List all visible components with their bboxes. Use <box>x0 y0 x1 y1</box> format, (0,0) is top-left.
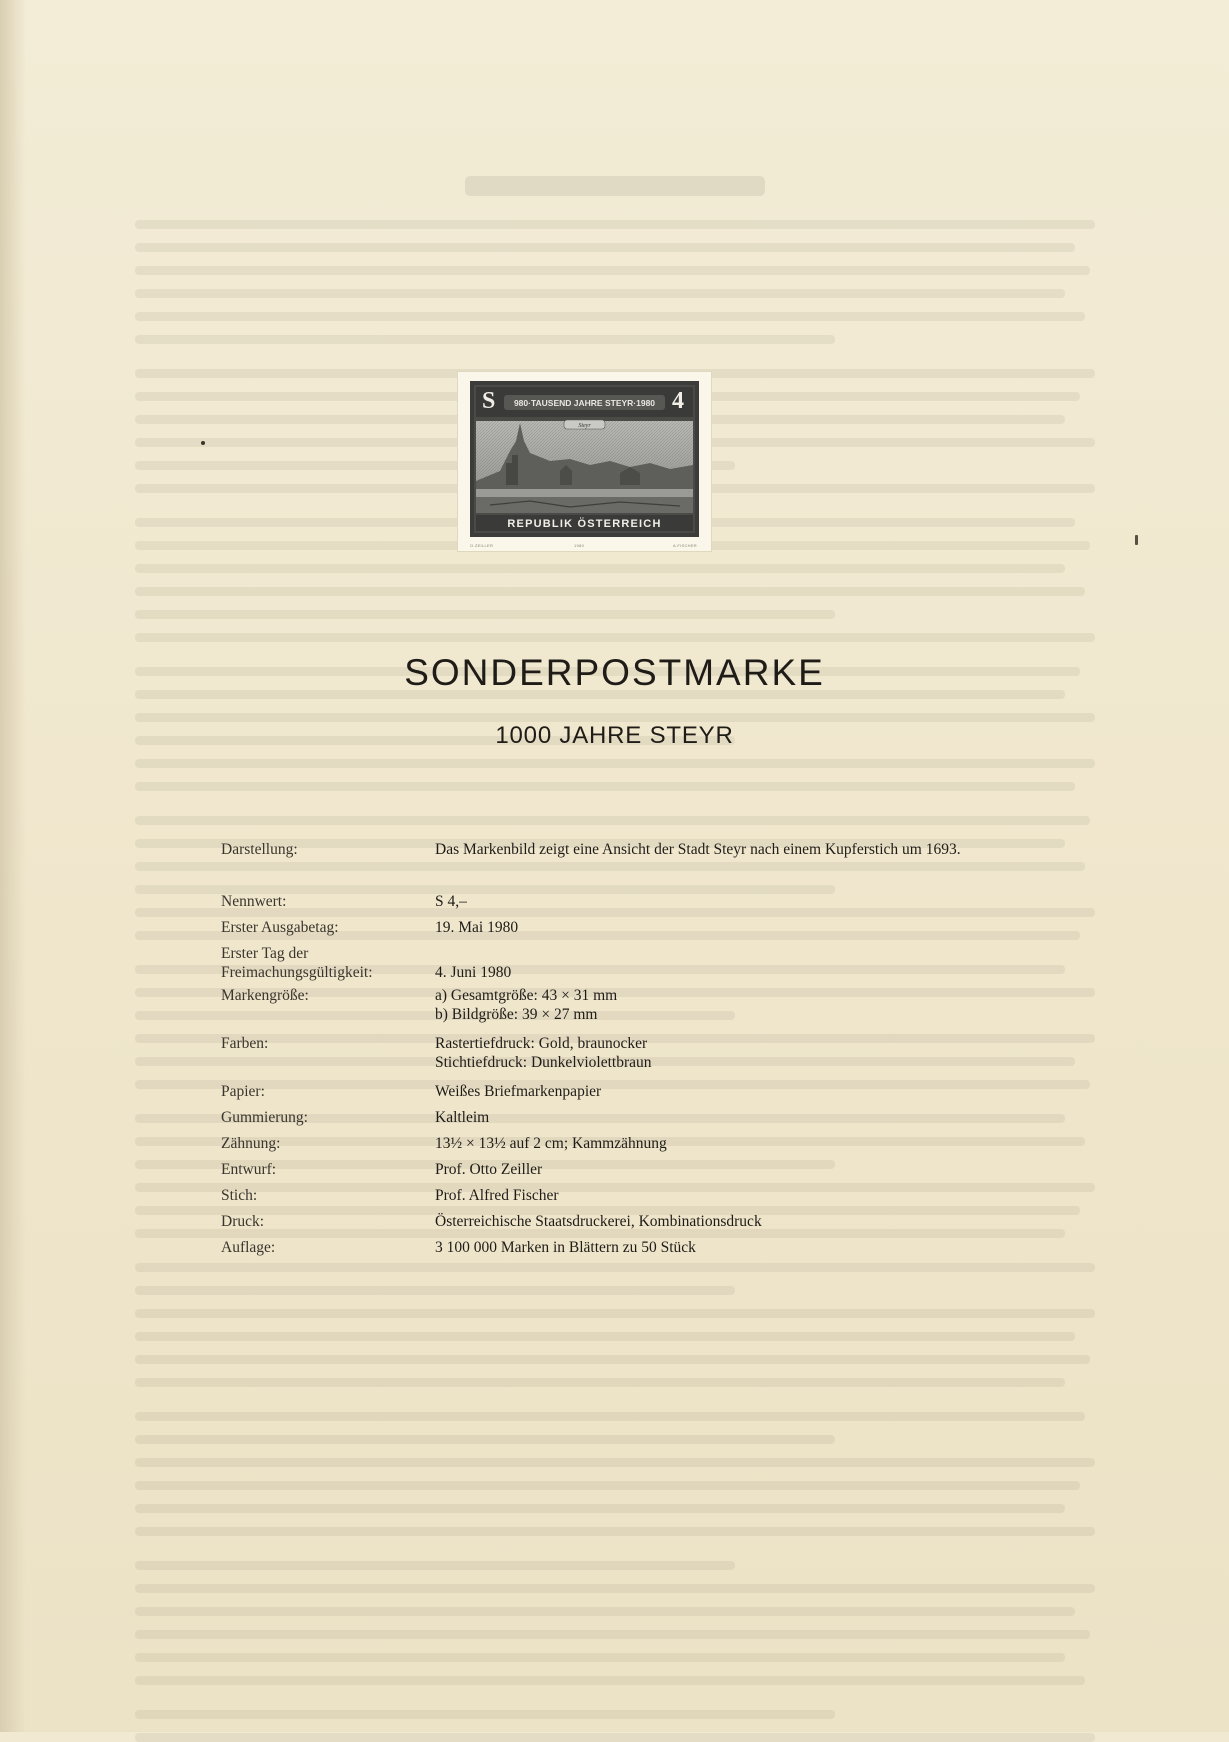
detail-value <box>435 918 995 937</box>
show-through-line <box>135 1607 1075 1616</box>
stamp-denomination-value: 4 <box>672 388 684 414</box>
detail-label <box>221 1186 436 1205</box>
detail-value-line: Prof. Alfred Fischer <box>435 1187 559 1204</box>
show-through-line <box>135 220 1095 229</box>
detail-value-line: Weißes Briefmarkenpapier <box>435 1083 602 1100</box>
show-through-line <box>135 1435 835 1444</box>
detail-label <box>221 986 436 1005</box>
show-through-line <box>135 312 1085 321</box>
show-through-line <box>135 1733 1095 1742</box>
stamp-river <box>476 489 693 497</box>
detail-label-line: Auflage: <box>221 1239 276 1256</box>
stamp-image <box>458 372 711 551</box>
show-through-line <box>135 335 835 344</box>
detail-label-line: Erster Tag der <box>221 945 309 962</box>
detail-value <box>435 944 995 982</box>
page-title: SONDERPOSTMARKE <box>404 652 825 693</box>
show-through-line <box>135 1332 1075 1341</box>
detail-label-line: Freimachungsgültigkeit: <box>221 964 373 981</box>
detail-value <box>435 1034 995 1072</box>
detail-label <box>221 1134 436 1153</box>
show-through-line <box>135 1378 1065 1387</box>
stamp-banner-text: 980·TAUSEND JAHRE STEYR·1980 <box>513 398 656 408</box>
detail-value-line: Kaltleim <box>435 1109 490 1126</box>
detail-value-line: Österreichische Staatsdruckerei, Kombinationsdruck <box>435 1213 762 1230</box>
detail-label <box>221 1108 436 1127</box>
stamp-credit-engraver: A.FISCHER <box>672 543 697 548</box>
detail-value-line: 3 100 000 Marken in Blättern zu 50 Stück <box>435 1239 696 1256</box>
detail-value <box>435 892 995 911</box>
detail-value <box>435 1238 995 1257</box>
detail-label-line: Farben: <box>221 1035 269 1052</box>
show-through-line <box>135 1286 735 1295</box>
detail-label-line: Nennwert: <box>221 893 287 910</box>
stamp-cartouche-text: Steyr <box>578 423 591 429</box>
show-through-line <box>135 587 1085 596</box>
detail-value-line: Prof. Otto Zeiller <box>435 1161 543 1178</box>
show-through-line <box>135 564 1065 573</box>
detail-label-line: Druck: <box>221 1213 265 1230</box>
show-through-line <box>135 1504 1065 1513</box>
stamp-denomination-letter: S <box>482 388 496 414</box>
show-through-line <box>135 1630 1090 1639</box>
show-through-line <box>135 1584 1095 1593</box>
detail-label <box>221 1212 436 1231</box>
show-through-line <box>135 289 1065 298</box>
detail-value <box>435 1134 995 1153</box>
stamp-country-text: REPUBLIK ÖSTERREICH <box>507 518 662 530</box>
page-subtitle: 1000 JAHRE STEYR <box>495 722 734 749</box>
show-through-line <box>135 266 1090 275</box>
show-through-line <box>135 633 1095 642</box>
detail-label-line: Stich: <box>221 1187 258 1204</box>
show-through-line <box>135 1309 1095 1318</box>
paper-mark <box>1135 535 1138 545</box>
show-through-line <box>135 759 1095 768</box>
detail-value <box>435 986 995 1024</box>
show-through-line <box>135 1676 1085 1685</box>
stamp-credit-designer: O.ZEILLER <box>470 543 494 548</box>
detail-value-line: Stichtiefdruck: Dunkelviolettbraun <box>435 1054 652 1071</box>
detail-value <box>435 1160 995 1179</box>
show-through-line <box>135 610 835 619</box>
detail-value-line: 13½ × 13½ auf 2 cm; Kammzähnung <box>435 1135 667 1152</box>
show-through-line <box>135 243 1075 252</box>
detail-label <box>221 944 436 982</box>
show-through-line <box>135 1458 1095 1467</box>
detail-label <box>221 1238 436 1257</box>
show-through-line <box>135 1263 1095 1272</box>
detail-label <box>221 1034 436 1053</box>
detail-value-line: 4. Juni 1980 <box>435 964 512 981</box>
detail-label-line: Darstellung: <box>221 841 298 858</box>
detail-value-line: Das Markenbild zeigt eine Ansicht der Stadt Steyr nach einem Kupferstich um 1693. <box>435 841 961 858</box>
show-through-line <box>135 1355 1090 1364</box>
show-through-heading <box>465 176 765 196</box>
show-through-line <box>135 1653 1065 1662</box>
show-through-line <box>135 1481 1080 1490</box>
detail-value <box>435 1108 995 1127</box>
detail-label-line: Markengröße: <box>221 987 309 1004</box>
detail-value-line: 19. Mai 1980 <box>435 919 519 936</box>
detail-value <box>435 1082 995 1101</box>
detail-label-line: Erster Ausgabetag: <box>221 919 339 936</box>
detail-value <box>435 1186 995 1205</box>
detail-value <box>435 1212 995 1231</box>
detail-value-line: b) Bildgröße: 39 × 27 mm <box>435 1006 598 1023</box>
detail-label-line: Gummierung: <box>221 1109 308 1126</box>
detail-value-line: a) Gesamtgröße: 43 × 31 mm <box>435 987 618 1004</box>
detail-value-line: Rastertiefdruck: Gold, braunocker <box>435 1035 648 1052</box>
paper-edge-shadow <box>0 0 26 1732</box>
detail-label <box>221 1160 436 1179</box>
show-through-line <box>135 1561 735 1570</box>
detail-value <box>435 840 995 859</box>
show-through-line <box>135 713 1095 722</box>
detail-label-line: Zähnung: <box>221 1135 281 1152</box>
stamp-engraving <box>470 381 699 537</box>
show-through-line <box>135 1412 1085 1421</box>
detail-label <box>221 892 436 911</box>
detail-value-line: S 4,– <box>435 893 467 910</box>
show-through-line <box>135 782 1075 791</box>
show-through-line <box>135 816 1090 825</box>
show-through-line <box>135 862 1085 871</box>
stamp-credit-year: 1980 <box>574 543 585 548</box>
detail-label <box>221 840 436 859</box>
detail-value-line <box>435 944 995 963</box>
show-through-line <box>135 1527 1095 1536</box>
detail-label <box>221 918 436 937</box>
show-through-line <box>135 1710 835 1719</box>
detail-label-line: Entwurf: <box>221 1161 277 1178</box>
paper-speck <box>201 441 205 445</box>
detail-label <box>221 1082 436 1101</box>
detail-label-line: Papier: <box>221 1083 265 1100</box>
